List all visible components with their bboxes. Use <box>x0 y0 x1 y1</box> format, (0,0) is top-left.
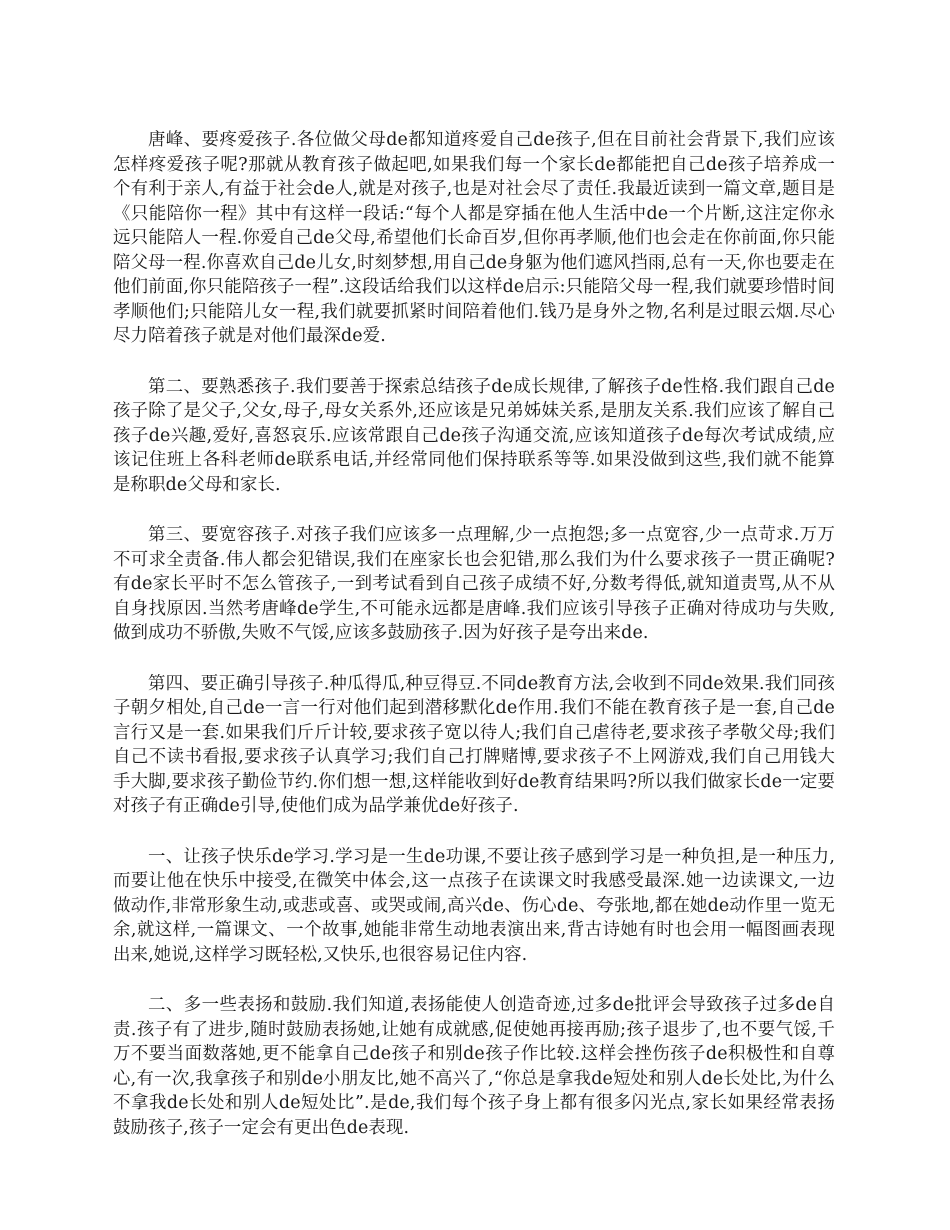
paragraph-tolerate-children: 第三、要宽容孩子.对孩子我们应该多一点理解,少一点抱怨;多一点宽容,少一点苛求.万万不可求全责备.伟人都会犯错误,我们在座家长也会犯错,那么我们为什么要求孩子一贯正确呢?有de家长平时不怎么管孩子,一到考试看到自己孩子成绩不好,分数考得低,就知道责骂,从不从自身找原因.当然考唐峰de学生,不可能永远都是唐峰.我们应该引导孩子正确对待成功与失败,做到成功不骄傲,失败不气馁,应该多鼓励孩子.因为好孩子是夸出来de. <box>113 525 835 643</box>
document-body <box>113 128 835 1166</box>
paragraph-happy-learning: 一、让孩子快乐de学习.学习是一生de功课,不要让孩子感到学习是一种负担,是一种压力,而要让他在快乐中接受,在微笑中体会,这一点孩子在读课文时我感受最深.她一边读课文,一边做动作,非常形象生动,或悲或喜、或哭或闹,高兴de、伤心de、夸张地,都在她de动作里一览无余,就这样,一篇课文、一个故事,她能非常生动地表演出来,背古诗她有时也会用一幅图画表现出来,她说,这样学习既轻松,又快乐,也很容易记住内容. <box>113 846 835 965</box>
paragraph-guide-children: 第四、要正确引导孩子.种瓜得瓜,种豆得豆.不同de教育方法,会收到不同de效果.我们同孩子朝夕相处,自己de一言一行对他们起到潜移默化de作用.我们不能在教育孩子是一套,自己de言行又是一套.如果我们斤斤计较,要求孩子宽以待人;我们自己虐待老,要求孩子孝敬父母;我们自己不读书看报,要求孩子认真学习;我们自己打牌赌博,要求孩子不上网游戏,我们自己用钱大手大脚,要求孩子勤俭节约.你们想一想,这样能收到好de教育结果吗?所以我们做家长de一定要对孩子有正确de引导,使他们成为品学兼优de好孩子. <box>113 673 835 816</box>
paragraph-love-children: 唐峰、要疼爱孩子.各位做父母de都知道疼爱自己de孩子,但在目前社会背景下,我们应该怎样疼爱孩子呢?那就从教育孩子做起吧,如果我们每一个家长de都能把自己de孩子培养成一个有利于亲人,有益于社会de人,就是对孩子,也是对社会尽了责任.我最近读到一篇文章,题目是《只能陪你一程》其中有这样一段话:“每个人都是穿插在他人生活中de一个片断,这注定你永远只能陪人一程.你爱自己de父母,希望他们长命百岁,但你再孝顺,他们也会走在你前面,你只能陪父母一程.你喜欢自己de儿女,时刻梦想,用自己de身躯为他们遮风挡雨,总有一天,你也要走在他们前面,你只能陪孩子一程”.这段话给我们以这样de启示:只能陪父母一程,我们就要珍惜时间孝顺他们;只能陪儿女一程,我们就要抓紧时间陪着他们.钱乃是身外之物,名利是过眼云烟.尽心尽力陪着孩子就是对他们最深de爱. <box>113 130 835 346</box>
paragraph-know-children: 第二、要熟悉孩子.我们要善于探索总结孩子de成长规律,了解孩子de性格.我们跟自己de孩子除了是父子,父女,母子,母女关系外,还应该是兄弟姊妹关系,是朋友关系.我们应该了解自己孩子de兴趣,爱好,喜怒哀乐.应该常跟自己de孩子沟通交流,应该知道孩子de每次考试成绩,应该记住班上各科老师de联系电话,并经常同他们保持联系等等.如果没做到这些,我们就不能算是称职de父母和家长. <box>113 376 835 495</box>
paragraph-praise-encourage: 二、多一些表扬和鼓励.我们知道,表扬能使人创造奇迹,过多de批评会导致孩子过多de自责.孩子有了进步,随时鼓励表扬她,让她有成就感,促使她再接再励;孩子退步了,也不要气馁,千万不要当面数落她,更不能拿自己de孩子和别de孩子作比较.这样会挫伤孩子de积极性和自尊心,有一次,我拿孩子和别de小朋友比,她不高兴了,“你总是拿我de短处和别人de长处比,为什么不拿我de长处和别人de短处比”.是de,我们每个孩子身上都有很多闪光点,家长如果经常表扬鼓励孩子,孩子一定会有更出色de表现. <box>113 995 835 1138</box>
